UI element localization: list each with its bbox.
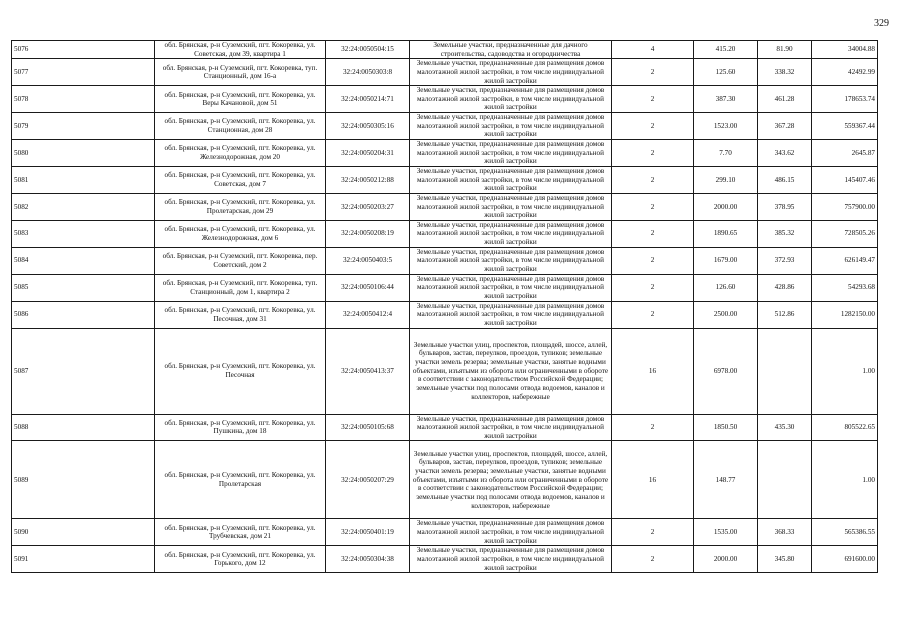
table-row [12, 519, 878, 546]
table-row [12, 86, 878, 113]
row-number: 5081 [12, 166, 155, 193]
table-row [12, 140, 878, 167]
category-cell: 2 [612, 220, 694, 247]
address-cell: обл. Брянская, р-н Суземский, пгт. Кокоревка, ул. Песочная, дом 31 [155, 301, 326, 328]
specific-value-cell: 385.32 [758, 220, 812, 247]
land-use-cell: Земельные участки, предназначенные для размещения домов малоэтажной жилой застройки, в том числе индивидуальной жилой застройки [410, 59, 612, 86]
page-number: 329 [874, 18, 889, 29]
address-cell: обл. Брянская, р-н Суземский, пгт. Кокоревка, ул. Веры Качановой, дом 51 [155, 86, 326, 113]
table-row [12, 441, 878, 519]
land-use-cell: Земельные участки, предназначенные для размещения домов малоэтажной жилой застройки, в том числе индивидуальной жилой застройки [410, 247, 612, 274]
specific-value-cell: 81.90 [758, 41, 812, 59]
table-row [12, 414, 878, 441]
land-use-cell: Земельные участки, предназначенные для размещения домов малоэтажной жилой застройки, в том числе индивидуальной жилой застройки [410, 140, 612, 167]
category-cell: 2 [612, 113, 694, 140]
cadastral-number-cell: 32:24:0050203:27 [326, 193, 410, 220]
address-cell: обл. Брянская, р-н Суземский, пгт. Кокоревка, ул. Советская, дом 7 [155, 166, 326, 193]
cadastral-value-cell: 728505.26 [812, 220, 878, 247]
table-row [12, 59, 878, 86]
table-row [12, 247, 878, 274]
cadastral-number-cell: 32:24:0050212:88 [326, 166, 410, 193]
specific-value-cell: 343.62 [758, 140, 812, 167]
cadastral-value-cell: 42492.99 [812, 59, 878, 86]
address-cell: обл. Брянская, р-н Суземский, пгт. Кокоревка, ул. Советская, дом 39, квартира 1 [155, 41, 326, 59]
cadastral-value-cell: 757900.00 [812, 193, 878, 220]
table-row [12, 220, 878, 247]
land-use-cell: Земельные участки, предназначенные для размещения домов малоэтажной жилой застройки, в том числе индивидуальной жилой застройки [410, 274, 612, 301]
table-row [12, 328, 878, 414]
area-cell: 125.60 [694, 59, 758, 86]
cadastral-number-cell: 32:24:0050208:19 [326, 220, 410, 247]
land-use-cell: Земельные участки, предназначенные для размещения домов малоэтажной жилой застройки, в том числе индивидуальной жилой застройки [410, 301, 612, 328]
cadastral-value-cell: 54293.68 [812, 274, 878, 301]
table-row [12, 546, 878, 573]
cadastral-number-cell: 32:24:0050401:19 [326, 519, 410, 546]
specific-value-cell: 378.95 [758, 193, 812, 220]
land-use-cell: Земельные участки улиц, проспектов, площадей, шоссе, аллей, бульваров, застав, переулков, проездов, тупиков; земельные участки земель резерва; земельные участки, занятые водными объектами, изъятыми из оборота или ограниченными в обороте в соответствии с законодательством Российской Федерации; земельные участки под полосами отвода водоемов, каналов и коллекторов, набережные [410, 328, 612, 414]
cadastral-value-table [11, 40, 878, 573]
area-cell: 299.10 [694, 166, 758, 193]
address-cell: обл. Брянская, р-н Суземский, пгт. Кокоревка, ул. Трубчевская, дом 21 [155, 519, 326, 546]
address-cell: обл. Брянская, р-н Суземский, пгт. Кокоревка, ул. Песочная [155, 328, 326, 414]
land-use-cell: Земельные участки, предназначенные для размещения домов малоэтажной жилой застройки, в том числе индивидуальной жилой застройки [410, 519, 612, 546]
row-number: 5091 [12, 546, 155, 573]
cadastral-number-cell: 32:24:0050412:4 [326, 301, 410, 328]
cadastral-value-cell: 145407.46 [812, 166, 878, 193]
cadastral-number-cell: 32:24:0050204:31 [326, 140, 410, 167]
area-cell: 2000.00 [694, 546, 758, 573]
address-cell: обл. Брянская, р-н Суземский, пгт. Кокоревка, пер. Советский, дом 2 [155, 247, 326, 274]
cadastral-value-cell: 1.00 [812, 328, 878, 414]
category-cell: 2 [612, 247, 694, 274]
category-cell: 16 [612, 441, 694, 519]
category-cell: 2 [612, 414, 694, 441]
area-cell: 2000.00 [694, 193, 758, 220]
row-number: 5076 [12, 41, 155, 59]
land-use-cell: Земельные участки улиц, проспектов, площадей, шоссе, аллей, бульваров, застав, переулков, проездов, тупиков; земельные участки земель резерва; земельные участки, занятые водными объектами, изъятыми из оборота или ограниченными в обороте в соответствии с законодательством Российской Федерации; земельные участки под полосами отвода водоемов, каналов и коллекторов, набережные [410, 441, 612, 519]
category-cell: 2 [612, 86, 694, 113]
cadastral-value-cell: 691600.00 [812, 546, 878, 573]
row-number: 5087 [12, 328, 155, 414]
row-number: 5080 [12, 140, 155, 167]
cadastral-value-cell: 805522.65 [812, 414, 878, 441]
category-cell: 16 [612, 328, 694, 414]
row-number: 5085 [12, 274, 155, 301]
cadastral-number-cell: 32:24:0050106:44 [326, 274, 410, 301]
area-cell: 1535.00 [694, 519, 758, 546]
cadastral-number-cell: 32:24:0050304:38 [326, 546, 410, 573]
specific-value-cell: 435.30 [758, 414, 812, 441]
land-use-cell: Земельные участки, предназначенные для размещения домов малоэтажной жилой застройки, в том числе индивидуальной жилой застройки [410, 166, 612, 193]
area-cell: 1679.00 [694, 247, 758, 274]
address-cell: обл. Брянская, р-н Суземский, пгт. Кокоревка, ул. Горького, дом 12 [155, 546, 326, 573]
cadastral-number-cell: 32:24:0050214:71 [326, 86, 410, 113]
row-number: 5079 [12, 113, 155, 140]
address-cell: обл. Брянская, р-н Суземский, пгт. Кокоревка, ул. Пролетарская, дом 29 [155, 193, 326, 220]
specific-value-cell: 461.28 [758, 86, 812, 113]
row-number: 5089 [12, 441, 155, 519]
address-cell: обл. Брянская, р-н Суземский, пгт. Кокоревка, ул. Станционная, дом 28 [155, 113, 326, 140]
area-cell: 387.30 [694, 86, 758, 113]
category-cell: 2 [612, 546, 694, 573]
area-cell: 1850.50 [694, 414, 758, 441]
cadastral-value-cell: 178653.74 [812, 86, 878, 113]
address-cell: обл. Брянская, р-н Суземский, пгт. Кокоревка, ул. Пушкина, дом 18 [155, 414, 326, 441]
table-row [12, 301, 878, 328]
cadastral-number-cell: 32:24:0050504:15 [326, 41, 410, 59]
land-use-cell: Земельные участки, предназначенные для размещения домов малоэтажной жилой застройки, в том числе индивидуальной жилой застройки [410, 546, 612, 573]
specific-value-cell: 512.86 [758, 301, 812, 328]
row-number: 5077 [12, 59, 155, 86]
land-use-cell: Земельные участки, предназначенные для размещения домов малоэтажной жилой застройки, в том числе индивидуальной жилой застройки [410, 86, 612, 113]
address-cell: обл. Брянская, р-н Суземский, пгт. Кокоревка, ул. Железнодорожная, дом 6 [155, 220, 326, 247]
address-cell: обл. Брянская, р-н Суземский, пгт. Кокоревка, туп. Станционный, дом 16-а [155, 59, 326, 86]
cadastral-value-cell: 565386.55 [812, 519, 878, 546]
cadastral-number-cell: 32:24:0050105:68 [326, 414, 410, 441]
table-row [12, 166, 878, 193]
specific-value-cell: 367.28 [758, 113, 812, 140]
category-cell: 2 [612, 193, 694, 220]
specific-value-cell [758, 441, 812, 519]
area-cell: 2500.00 [694, 301, 758, 328]
address-cell: обл. Брянская, р-н Суземский, пгт. Кокоревка, туп. Станционный, дом 1, квартира 2 [155, 274, 326, 301]
cadastral-value-cell: 559367.44 [812, 113, 878, 140]
cadastral-number-cell: 32:24:0050403:5 [326, 247, 410, 274]
area-cell: 1890.65 [694, 220, 758, 247]
area-cell: 126.60 [694, 274, 758, 301]
cadastral-number-cell: 32:24:0050207:29 [326, 441, 410, 519]
cadastral-value-cell: 1282150.00 [812, 301, 878, 328]
table-row [12, 113, 878, 140]
category-cell: 4 [612, 41, 694, 59]
table-row [12, 193, 878, 220]
table-row [12, 41, 878, 59]
land-use-cell: Земельные участки, предназначенные для размещения домов малоэтажной жилой застройки, в том числе индивидуальной жилой застройки [410, 414, 612, 441]
row-number: 5086 [12, 301, 155, 328]
area-cell: 415.20 [694, 41, 758, 59]
row-number: 5084 [12, 247, 155, 274]
row-number: 5082 [12, 193, 155, 220]
land-use-cell: Земельные участки, предназначенные для размещения домов малоэтажной жилой застройки, в том числе индивидуальной жилой застройки [410, 113, 612, 140]
category-cell: 2 [612, 519, 694, 546]
specific-value-cell: 338.32 [758, 59, 812, 86]
category-cell: 2 [612, 301, 694, 328]
area-cell: 6978.00 [694, 328, 758, 414]
specific-value-cell: 486.15 [758, 166, 812, 193]
address-cell: обл. Брянская, р-н Суземский, пгт. Кокоревка, ул. Пролетарская [155, 441, 326, 519]
cadastral-number-cell: 32:24:0050305:16 [326, 113, 410, 140]
land-use-cell: Земельные участки, предназначенные для размещения домов малоэтажной жилой застройки, в том числе индивидуальной жилой застройки [410, 193, 612, 220]
table-row [12, 274, 878, 301]
specific-value-cell: 372.93 [758, 247, 812, 274]
row-number: 5088 [12, 414, 155, 441]
category-cell: 2 [612, 166, 694, 193]
land-use-cell: Земельные участки, предназначенные для размещения домов малоэтажной жилой застройки, в том числе индивидуальной жилой застройки [410, 220, 612, 247]
category-cell: 2 [612, 59, 694, 86]
category-cell: 2 [612, 140, 694, 167]
specific-value-cell: 368.33 [758, 519, 812, 546]
area-cell: 148.77 [694, 441, 758, 519]
address-cell: обл. Брянская, р-н Суземский, пгт. Кокоревка, ул. Железнодорожная, дом 20 [155, 140, 326, 167]
cadastral-number-cell: 32:24:0050303:8 [326, 59, 410, 86]
cadastral-number-cell: 32:24:0050413:37 [326, 328, 410, 414]
specific-value-cell: 345.80 [758, 546, 812, 573]
row-number: 5078 [12, 86, 155, 113]
row-number: 5090 [12, 519, 155, 546]
specific-value-cell: 428.86 [758, 274, 812, 301]
cadastral-value-cell: 34004.88 [812, 41, 878, 59]
cadastral-value-cell: 1.00 [812, 441, 878, 519]
category-cell: 2 [612, 274, 694, 301]
area-cell: 7.70 [694, 140, 758, 167]
specific-value-cell [758, 328, 812, 414]
row-number: 5083 [12, 220, 155, 247]
area-cell: 1523.00 [694, 113, 758, 140]
cadastral-value-cell: 626149.47 [812, 247, 878, 274]
cadastral-value-cell: 2645.87 [812, 140, 878, 167]
land-use-cell: Земельные участки, предназначенные для дачного строительства, садоводства и огородничества [410, 41, 612, 59]
